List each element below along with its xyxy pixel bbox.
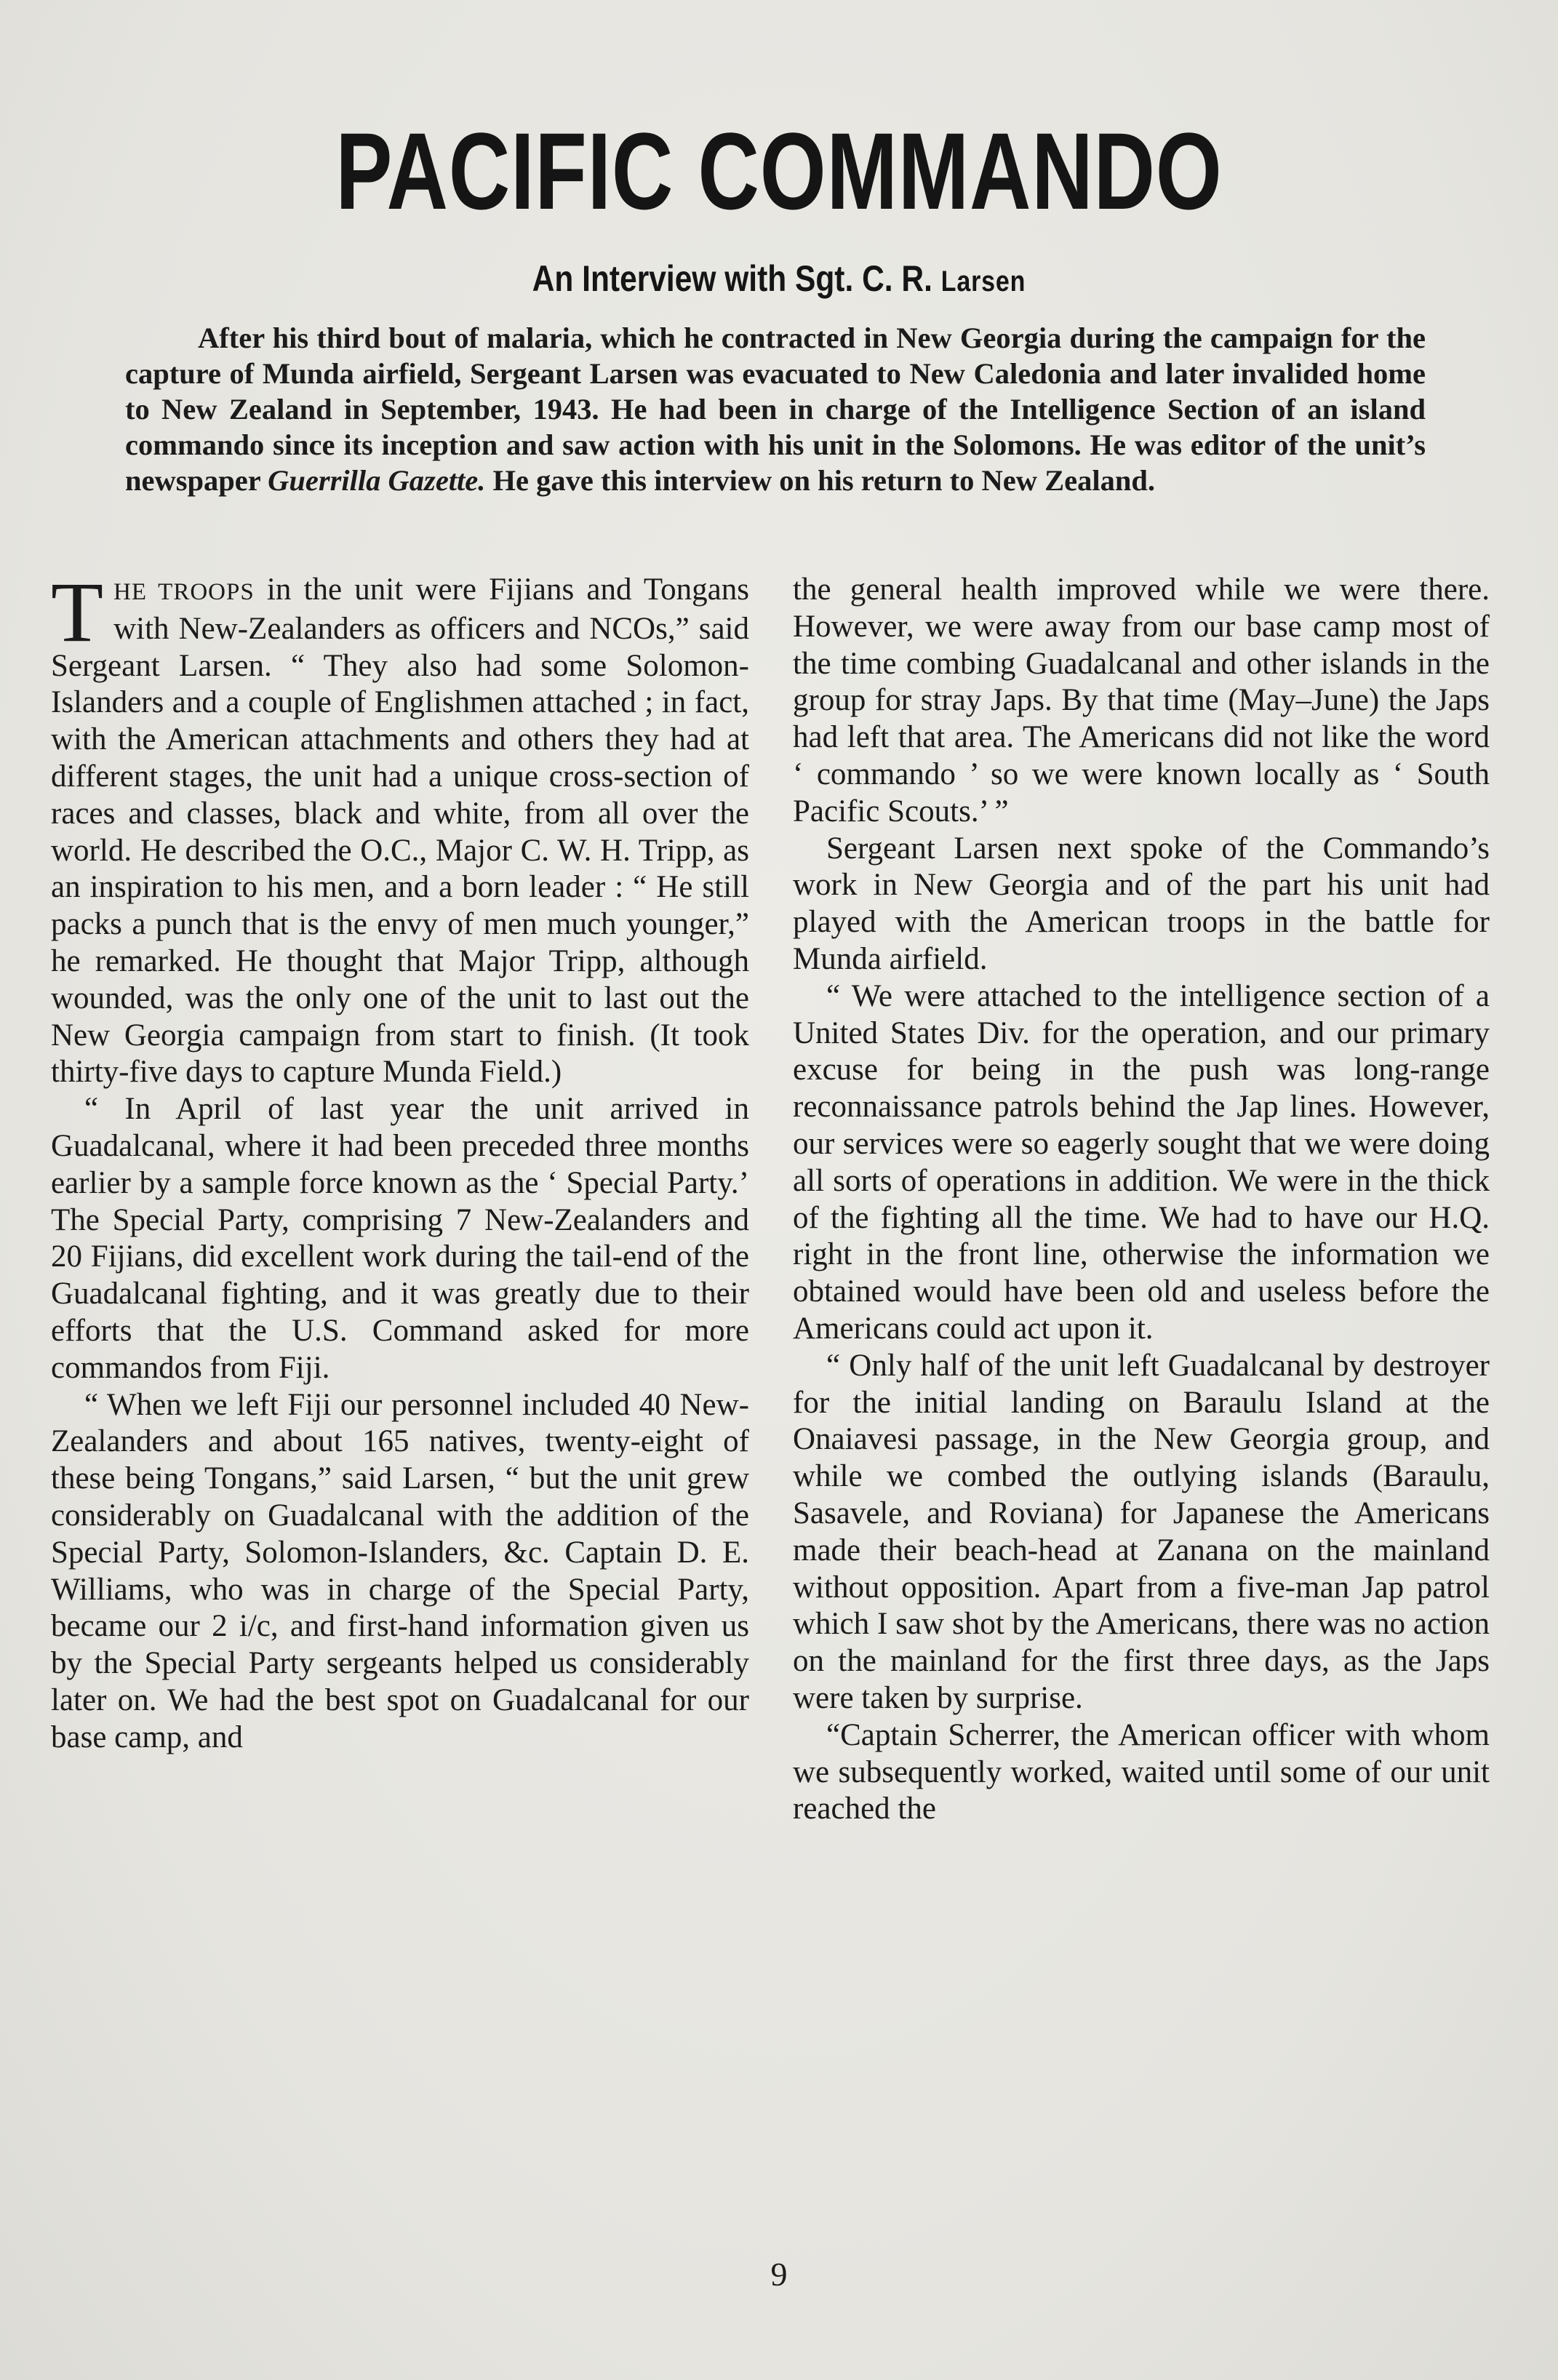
subtitle-surname: Larsen <box>940 265 1026 298</box>
paragraph: “ We were attached to the intelligence section of a United States Div. for the operation, and our primary excuse for being in the push was long-range reconnaissance patrols behind the Jap lines. However, our services were so eagerly sought that we were doing all sorts of operations in addition. We were in the thick of the fighting all the time. We had to have our H.Q. right in the front line, otherwise the information we obtained would have been old and useless before the Americans could act upon it. <box>793 978 1490 1346</box>
drop-cap: T <box>51 564 104 660</box>
intro-text-a: After his third bout of malaria, which he contracted in New Georgia during the campaign for the capture of Munda airfield, Sergeant Larsen was evacuated to New Caledonia and later invalided home to New Zealand in September, 1943. He had been in charge of the Intelligence Section of an island commando since its inception and saw action with his unit in the Solomons. He was editor of the unit’s newspaper <box>125 322 1426 497</box>
intro-newspaper-title: Guerrilla Gazette. <box>268 464 486 497</box>
paragraph-continued: the general health improved while we were there. However, we were away from our base camp most of the time combing Guadalcanal and other islands in the group for stray Japs. By that time (May–June) the Japs had left that area. The Americans did not like the word ‘ commando ’ so we were known locally as ‘ South Pacific Scouts.’ ” <box>793 572 1490 828</box>
paragraph: “ Only half of the unit left Guadalcanal by destroyer for the initial landing on Baraulu Island at the Onaiavesi passage, in the New Georgia group, and while we combed the outlying islands (Baraulu, Sasavele, and Roviana) for Japanese the Americans made their beach-head at Zanana on the mainland without opposition. Apart from a five-man Jap patrol which I saw shot by the Americans, there was no action on the mainland for the first three days, as the Japs were taken by surprise. <box>793 1348 1490 1715</box>
paragraph: Sergeant Larsen next spoke of the Commando’s work in New Georgia and of the part his unit had played with the American troops in the battle for Munda airfield. <box>793 831 1490 976</box>
paragraph: “ When we left Fiji our personnel included 40 New-Zealanders and about 165 natives, twenty-eight of these being Tongans,” said Larsen, “ but the unit grew considerably on Guadalcanal with the addition of the Special Party, Solomon-Islanders, &c. Captain D. E. Williams, who was in charge of the Special Party, became our 2 i/c, and first-hand information given us by the Special Party sergeants helped us considerably later on. We had the best spot on Guadalcanal for our base camp, and <box>51 1387 749 1754</box>
lead-in-smallcaps: HE TROOPS <box>113 579 255 605</box>
article-intro <box>125 320 1426 498</box>
paragraph-text: in the unit were Fijians and Tongans with New-Zealanders as officers and NCOs,” said Sergeant Larsen. “ They also had some Solomon-Islanders and a couple of Englishmen attached ; in fact, with the American attachments and others they had at different stages, the unit had a unique cross-section of races and classes, black and white, from all over the world. He described the O.C., Major C. W. H. Tripp, as an inspiration to his men, and a born leader : “ He still packs a punch that is the envy of men much younger,” he remarked. He thought that Major Tripp, although wounded, was the only one of the unit to last out the New Georgia campaign from start to finish. (It took thirty-five days to capture Munda Field.) <box>51 572 749 1090</box>
article-subtitle <box>117 260 1442 297</box>
left-column <box>51 564 749 1757</box>
subtitle-prefix: An Interview with Sgt. C. R. <box>532 258 941 299</box>
intro-text-b: He gave this interview on his return to New Zealand. <box>485 464 1155 497</box>
paragraph: “ In April of last year the unit arrived in Guadalcanal, where it had been preceded three months earlier by a sample force known as the ‘ Special Party.’ The Special Party, comprising 7 New-Zealanders and 20 Fijians, did excellent work during the tail-end of the Guadalcanal fighting, and it was greatly due to their efforts that the U.S. Command asked for more commandos from Fiji. <box>51 1092 749 1385</box>
paragraph <box>51 564 749 1091</box>
page-number: 9 <box>770 2256 788 2293</box>
right-column <box>793 572 1490 1828</box>
article-title: PACIFIC COMMANDO <box>335 110 1223 232</box>
paragraph: “Captain Scherrer, the American officer with whom we subsequently worked, waited until some of our unit reached the <box>793 1717 1490 1826</box>
